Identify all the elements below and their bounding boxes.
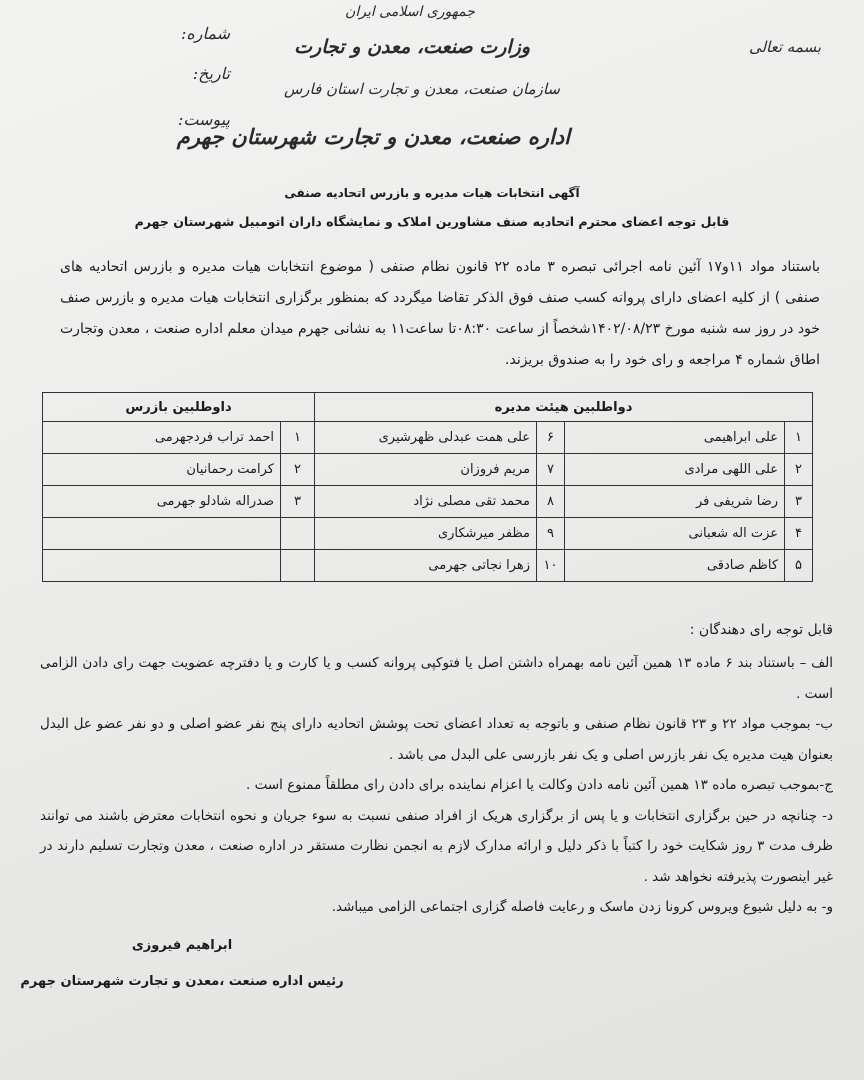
inspector-candidates-header: داوطلبین بازرس: [43, 393, 315, 422]
row-number: ۳: [281, 486, 315, 518]
candidate-name: مظفر میرشکاری: [315, 518, 537, 550]
bismillah: بسمه تعالی: [748, 38, 822, 56]
note-item: و- به دلیل شیوع ویروس کرونا زدن ماسک و رعایت فاصله گزاری اجتماعی الزامی میباشد.: [331, 899, 833, 915]
intro-paragraph: باستناد مواد ۱۱و۱۷ آئین نامه اجرائی تبصره ۳ ماده ۲۲ قانون نظام صنفی ( موضوع انتخابات هیات مدیره و بازرس اتحادیه های صنفی ) از کلیه اعضای دارای پروانه کسب صنف فوق الذکر تقاضا میگردد که بمنظور برگزاری انتخابات هیات مدیره و بازرس صنف خود در روز سه شنبه مورخ ۱۴۰۲/۰۸/۲۳شخصاً از ساعت ۰۸:۳۰تا ساعت۱۱ به نشانی جهرم میدان معلم اداره صنعت ، معدن وتجارت اطاق شماره ۴ مراجعه و رای خود را به صندوق بریزند.: [60, 259, 821, 368]
row-number: ۱: [281, 422, 315, 454]
row-number: ۲: [281, 454, 315, 486]
row-number: ۶: [537, 422, 565, 454]
table-row: [43, 422, 813, 454]
candidate-name: کاظم صادقی: [565, 550, 785, 582]
candidate-name: زهرا نجاتی جهرمی: [315, 550, 537, 582]
empty-cell: [43, 550, 281, 582]
notes-title: قابل توجه رای دهندگان :: [689, 622, 833, 638]
row-number: ۳: [785, 486, 813, 518]
letterhead-organization: سازمان صنعت، معدن و تجارت استان فارس: [283, 80, 560, 98]
signatory-name: ابراهیم فیروزی: [131, 938, 233, 953]
candidate-name: علی ابراهیمی: [565, 422, 785, 454]
row-number: ۷: [537, 454, 565, 486]
candidate-name: مریم فروزان: [315, 454, 537, 486]
number-label: شماره:: [180, 24, 230, 43]
empty-cell: [43, 518, 281, 550]
candidate-name: رضا شریفی فر: [565, 486, 785, 518]
table-row: [43, 550, 813, 582]
empty-cell: [281, 550, 315, 582]
table-row: [43, 454, 813, 486]
notes-list: [40, 648, 833, 923]
letterhead-office: اداره صنعت، معدن و تجارت شهرستان جهرم: [176, 124, 570, 149]
date-label: تاریخ:: [192, 64, 230, 83]
candidate-name: عزت اله شعبانی: [565, 518, 785, 550]
announcement-subtitle: قابل توجه اعضای محترم اتحادیه صنف مشاورین املاک و نمایشگاه داران اتومبیل شهرستان جهرم: [134, 214, 730, 229]
row-number: ۹: [537, 518, 565, 550]
candidate-name: علی همت عبدلی ظهرشیری: [315, 422, 537, 454]
candidate-name: علی اللهی مرادی: [565, 454, 785, 486]
candidates-table: [42, 392, 813, 582]
row-number: ۲: [785, 454, 813, 486]
row-number: ۸: [537, 486, 565, 518]
letterhead-country: جمهوری اسلامی ایران: [345, 4, 475, 20]
board-candidates-header: دواطلبین هیئت مدیره: [315, 393, 813, 422]
candidate-name: محمد تقی مصلی نژاد: [315, 486, 537, 518]
letterhead-ministry: وزارت صنعت، معدن و تجارت: [294, 36, 530, 58]
announcement-title: آگهی انتخابات هیات مدیره و بازرس اتحادیه صنفی: [284, 186, 580, 200]
row-number: ۵: [785, 550, 813, 582]
candidate-name: صدراله شادلو جهرمی: [43, 486, 281, 518]
note-item: الف – باستناد بند ۶ ماده ۱۳ همین آئین نامه بهمراه داشتن اصل یا فتوکپی پروانه کسب و یا کارت و یا دفترچه عضویت جهت رای دادن الزامی است .: [40, 655, 833, 702]
candidate-name: احمد تراب فردجهرمی: [43, 422, 281, 454]
note-item: ج-بموجب تبصره ماده ۱۳ همین آئین نامه دادن وکالت یا اعزام نماینده برای دادن رای مطلقاً ممنوع است .: [246, 777, 833, 793]
signatory-title: رئیس اداره صنعت ،معدن و تجارت شهرستان جهرم: [20, 974, 344, 989]
table-header-row: [43, 393, 813, 422]
candidate-name: کرامت رحمانیان: [43, 454, 281, 486]
empty-cell: [281, 518, 315, 550]
row-number: ۱: [785, 422, 813, 454]
row-number: ۴: [785, 518, 813, 550]
attachment-label: پیوست:: [177, 110, 230, 129]
table-row: [43, 486, 813, 518]
note-item: ب- بموجب مواد ۲۲ و ۲۳ قانون نظام صنفی و باتوجه به تعداد اعضای تحت پوشش اتحادیه دارای پنج نفر عضو اصلی و دو نفر عضو عل البدل بعنوان هیت مدیره یک نفر بازرس اصلی و یک نفر بازرسی علی البدل می باشد .: [40, 716, 833, 763]
row-number: ۱۰: [537, 550, 565, 582]
note-item: د- چنانچه در حین برگزاری انتخابات و یا پس از برگزاری هریک از افراد صنفی نسبت به سوء جریان و نحوه انتخابات معترض باشند می توانند ظرف مدت ۳ روز شکایت خود را کتباً با ذکر دلیل و ارائه مدارک لازم به انجمن نظارت مستقر در اداره صنعت ، معدن وتجارت تسلیم دارند در غیر اینصورت پذیرفته نخواهد شد .: [40, 807, 833, 885]
table-row: [43, 518, 813, 550]
